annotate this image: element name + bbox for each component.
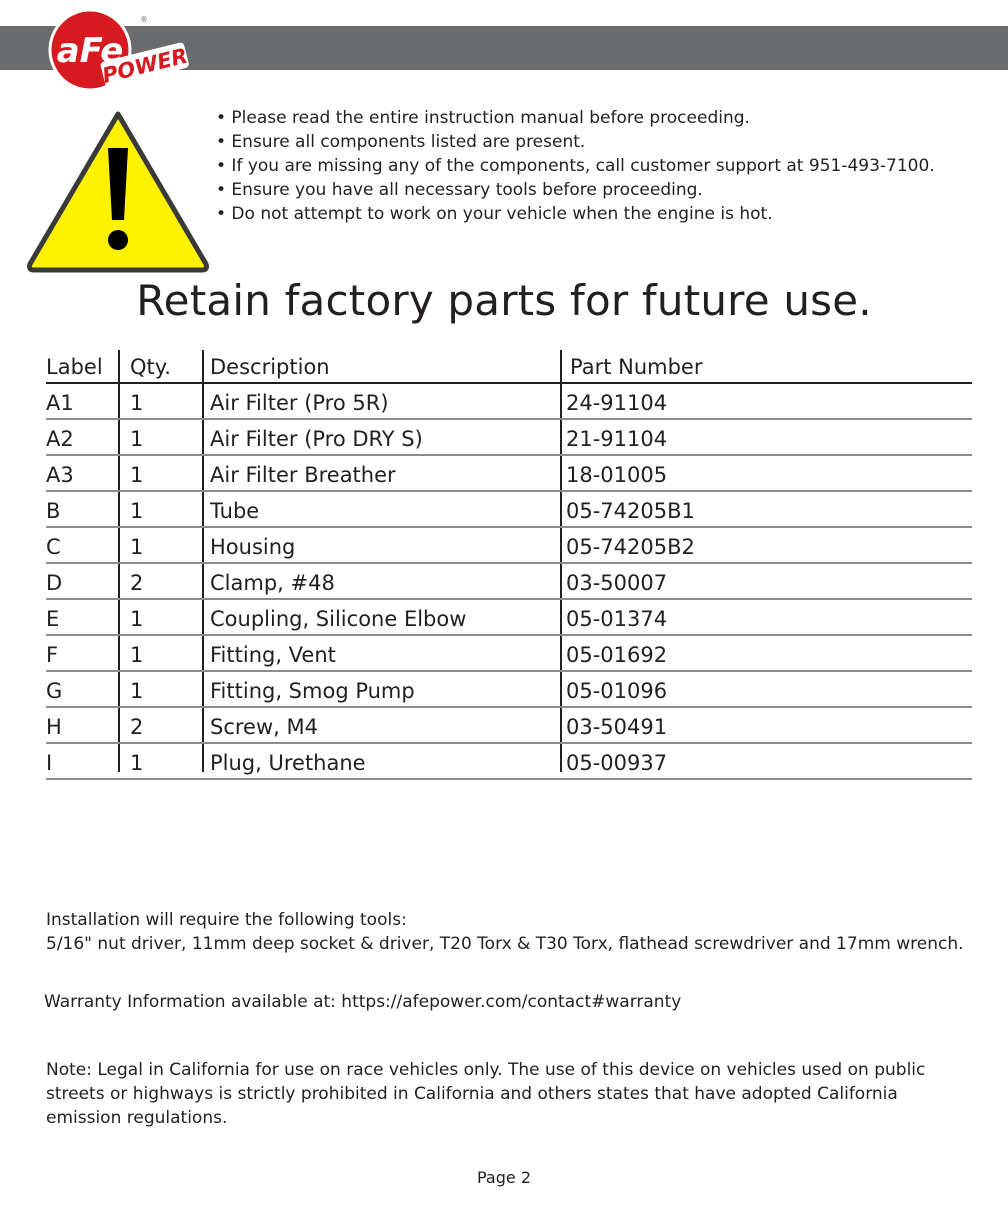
row-qty: 1 (130, 751, 144, 775)
row-label: B (46, 499, 61, 523)
table-row (46, 600, 972, 636)
row-label: F (46, 643, 59, 667)
row-description: Fitting, Smog Pump (210, 679, 415, 703)
row-part-number: 05-74205B2 (566, 535, 695, 559)
row-part-number: 03-50491 (566, 715, 668, 739)
logo-text: aFe (56, 31, 124, 71)
row-label: C (46, 535, 61, 559)
tools-list: 5/16" nut driver, 11mm deep socket & driver, T20 Torx & T30 Torx, flathead screwdriver and 17mm wrench. (46, 934, 964, 954)
notice-item: • Do not attempt to work on your vehicle when the engine is hot. (216, 204, 773, 224)
row-part-number: 05-01374 (566, 607, 668, 631)
table-row (46, 420, 972, 456)
row-description: Clamp, #48 (210, 571, 335, 595)
notice-item: • Ensure all components listed are present. (216, 132, 586, 152)
legal-line: emission regulations. (46, 1108, 228, 1128)
parts-table (46, 348, 972, 780)
row-part-number: 24-91104 (566, 391, 668, 415)
table-row (46, 672, 972, 708)
row-description: Air Filter (Pro 5R) (210, 391, 389, 415)
row-qty: 2 (130, 571, 144, 595)
warning-triangle-icon (24, 108, 212, 274)
row-description: Coupling, Silicone Elbow (210, 607, 467, 631)
row-label: I (46, 751, 53, 775)
table-row (46, 564, 972, 600)
row-description: Fitting, Vent (210, 643, 336, 667)
row-part-number: 05-01096 (566, 679, 668, 703)
row-qty: 1 (130, 427, 144, 451)
row-qty: 1 (130, 679, 144, 703)
table-header-row (46, 348, 972, 384)
logo-subtext: POWER (99, 43, 191, 88)
column-header-description: Description (210, 355, 330, 379)
notice-item: • Ensure you have all necessary tools before proceeding. (216, 180, 703, 200)
column-header-part-number: Part Number (570, 355, 703, 379)
table-row (46, 384, 972, 420)
row-label: A2 (46, 427, 74, 451)
row-qty: 2 (130, 715, 144, 739)
row-label: E (46, 607, 60, 631)
tools-intro: Installation will require the following tools: (46, 910, 407, 930)
column-header-qty: Qty. (130, 355, 171, 379)
row-part-number: 05-00937 (566, 751, 668, 775)
table-row (46, 456, 972, 492)
warning-notice-list (216, 106, 935, 226)
retain-heading: Retain factory parts for future use. (136, 276, 872, 325)
row-qty: 1 (130, 391, 144, 415)
row-description: Plug, Urethane (210, 751, 366, 775)
row-description: Tube (210, 499, 260, 523)
row-qty: 1 (130, 463, 144, 487)
row-label: G (46, 679, 63, 703)
row-part-number: 05-01692 (566, 643, 668, 667)
row-qty: 1 (130, 535, 144, 559)
row-description: Air Filter (Pro DRY S) (210, 427, 423, 451)
row-label: D (46, 571, 63, 595)
table-row (46, 636, 972, 672)
row-description: Air Filter Breather (210, 463, 396, 487)
column-header-label: Label (46, 355, 103, 379)
row-description: Screw, M4 (210, 715, 318, 739)
table-row (46, 708, 972, 744)
table-row (46, 744, 972, 780)
table-row (46, 528, 972, 564)
row-description: Housing (210, 535, 296, 559)
row-part-number: 18-01005 (566, 463, 668, 487)
row-part-number: 05-74205B1 (566, 499, 695, 523)
table-row (46, 492, 972, 528)
row-part-number: 21-91104 (566, 427, 668, 451)
row-label: A1 (46, 391, 74, 415)
row-part-number: 03-50007 (566, 571, 668, 595)
row-qty: 1 (130, 607, 144, 631)
afe-power-logo (44, 4, 194, 100)
notice-item: • If you are missing any of the components, call customer support at 951-493-7100. (216, 156, 935, 176)
svg-text:®: ® (140, 15, 148, 24)
warranty-info: Warranty Information available at: https://afepower.com/contact#warranty (44, 992, 682, 1012)
notice-item: • Please read the entire instruction manual before proceeding. (216, 108, 750, 128)
page-number: Page 2 (477, 1168, 531, 1187)
legal-note (46, 1058, 946, 1130)
legal-line: streets or highways is strictly prohibited in California and others states that have adopted California (46, 1084, 898, 1104)
row-qty: 1 (130, 499, 144, 523)
row-label: A3 (46, 463, 74, 487)
row-label: H (46, 715, 62, 739)
required-tools (46, 908, 964, 956)
legal-line: Note: Legal in California for use on race vehicles only. The use of this device on vehicles used on public (46, 1060, 926, 1080)
row-qty: 1 (130, 643, 144, 667)
